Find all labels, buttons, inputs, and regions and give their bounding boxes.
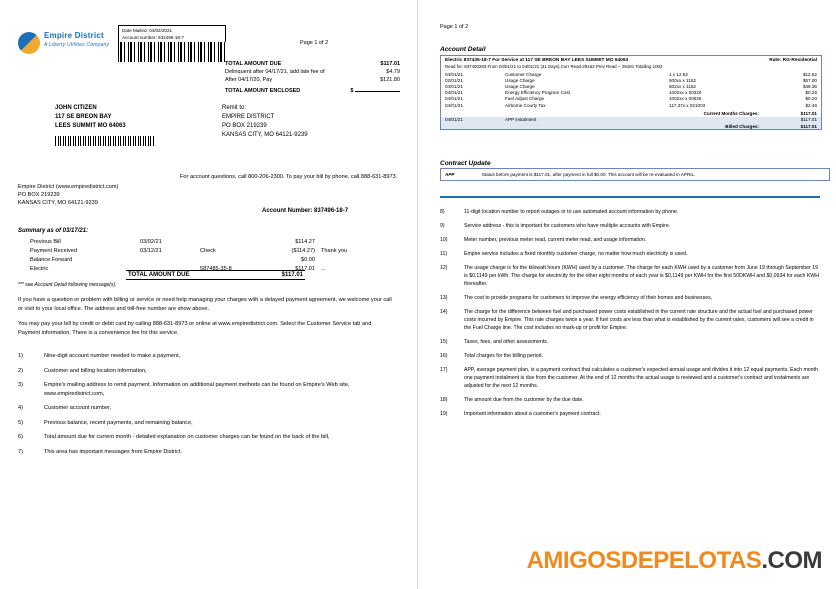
total-amount-due-row [126, 270, 305, 280]
charge-amount: $12.52 [802, 71, 817, 77]
list-item-text: Empire service includes a fixed monthly customer charge, no matter how much electricity is used. [464, 251, 688, 257]
charge-desc: Airborne Courty Tax [505, 102, 546, 108]
list-item [440, 208, 822, 216]
company-city-state-zip: KANSAS CITY, MO 64121-9239 [18, 200, 98, 206]
current-month-charges-label: Current Months Charges: [703, 111, 759, 117]
charge-date: 04/01/21 [445, 96, 463, 102]
contract-update-title: Contract Update [440, 160, 491, 167]
list-item-text: Important information about a customer's payment contract. [464, 411, 601, 417]
company-website-line: Empire District (www.empiredistrict.com) [18, 184, 119, 190]
table-row [30, 247, 390, 256]
summary-label: Previous Bill [30, 239, 61, 245]
watermark-part2: .COM [761, 547, 822, 574]
enclosed-currency: $ [350, 88, 354, 94]
list-item-text: This area has important messages from Empire District. [44, 448, 183, 455]
amount-due-block [225, 60, 400, 95]
list-item [440, 410, 822, 418]
company-name: Empire District [44, 31, 104, 40]
summary-note: ... [321, 266, 326, 272]
list-item-number: 15) [440, 339, 448, 345]
list-item-text: Total amount due for current month - detailed explanation on customer charges can be found on the back of the bill, [44, 434, 330, 440]
late-fee-label: Delinquent after 04/17/21, add late fee of [225, 69, 325, 75]
list-item-number: 16) [440, 353, 448, 359]
customer-address [55, 104, 126, 131]
remit-line1: EMPIRE DISTRICT [222, 114, 275, 120]
account-questions-text: For account questions, call 800-206-2300. To pay your bill by phone, call 888-631-8973. [180, 174, 398, 180]
list-item [440, 366, 822, 390]
total-amount-due-value: $117.01 [281, 272, 303, 278]
summary-amount: $117.01 [295, 266, 315, 272]
summary-amount: $0.00 [301, 257, 315, 263]
billed-charges-label: Billed Charges: [725, 123, 759, 129]
total-amount-due-label: TOTAL AMOUNT DUE [128, 272, 190, 278]
watermark [527, 547, 822, 575]
list-item-number: 19) [440, 411, 448, 417]
list-item-number: 14) [440, 309, 448, 315]
summary-label: Payment Received [30, 248, 77, 254]
charge-amount: $0.20 [805, 96, 817, 102]
customer-address-line2: LEES SUMMIT MO 64063 [55, 123, 126, 129]
barcode-address [55, 136, 155, 146]
billed-charges-row [441, 123, 821, 129]
watermark-part1: AMIGOSDEPELOTAS [526, 547, 762, 574]
charge-amount: $0.26 [805, 90, 817, 96]
total-due-value: $117.01 [380, 61, 400, 67]
charge-desc: Usage Charge [505, 77, 535, 83]
summary-label: Balance Forward [30, 257, 73, 263]
list-item-number: 6) [18, 434, 23, 440]
total-due-label: TOTAL AMOUNT DUE [225, 61, 282, 67]
list-item [18, 419, 398, 428]
late-fee-value: $4.79 [386, 69, 400, 75]
table-row [30, 256, 390, 265]
charge-desc: Fuel Adjust Charge [505, 96, 545, 102]
account-number-right [262, 208, 348, 214]
company-return-address [18, 183, 118, 207]
list-item [18, 381, 398, 398]
list-item-number: 4) [18, 405, 23, 411]
enclosed-label: TOTAL AMOUNT ENCLOSED [225, 88, 301, 94]
account-number-value: 932496-18-7 [158, 34, 185, 40]
list-item-text: The usage charge is for the kilowatt hours (KWH) used by a customer. The charge for each KWH used by a customer from June 19 through September 19 is $0,1149 per kWh. The charge for electricity for the other eight months of each year is $0,1149 per KWH for the first 50DKWH and $0,0934 for each KWH thereafter. [464, 265, 819, 287]
list-item-number: 13) [440, 295, 448, 301]
charge-date: 04/01/21 [445, 90, 463, 96]
summary-label: Electric [30, 266, 49, 272]
list-item [440, 308, 822, 332]
barcode-top [118, 42, 228, 62]
detail-meter-read-line: Read for: 837400283 From 03/01/21 to 04/01/21 (31 Days) Curr Read-29163 Prev Read -- 28181 Totalling 1002 [445, 64, 663, 69]
charge-amount: $48.36 [802, 83, 817, 89]
payment-paragraph: You may pay your bill by credit or debit card by calling 888-631-8973 or online at www.empiredistrict.com. Select the Customer Service tab and Payment information. There is a convenience fee for this service. [18, 321, 372, 336]
list-item-number: 1) [18, 353, 23, 359]
charge-calc: 500xx x 1152 [669, 77, 696, 83]
remit-line2: PO BOX 219239 [222, 123, 267, 129]
charge-date: 04/01/21 [445, 83, 463, 89]
date-mailed-label: Date Mailed: [122, 28, 148, 33]
customer-address-line1: 117 SE BREON BAY [55, 114, 112, 120]
list-item-text: Nine-digit account number needed to make a payment, [44, 353, 181, 359]
list-item-text: APP, average payment plan, is a payment contract that calculates a customer's expected annual usage and divides it into 12 equal payments. Each month one payment instalment is due from the customer. At the end of 12 months the actual usage is reviewed and a customer's contract and instalments are adjusted for the next 12 months. [464, 367, 818, 389]
after-date-value: $121.80 [380, 77, 400, 83]
list-item [440, 352, 822, 360]
summary-note: Thank you [321, 248, 348, 254]
summary-date: 03/12/21 [140, 248, 162, 254]
company-tagline: A Liberty Utilities Company [44, 42, 110, 48]
contract-update-box [440, 168, 830, 181]
charge-desc: Customer Charge [505, 71, 542, 77]
current-month-charges-value: $117.01 [800, 111, 817, 117]
list-item-text: Taxes, fees, and other assessments. [464, 339, 549, 345]
list-item [440, 396, 822, 404]
list-item-number: 18) [440, 397, 448, 403]
customer-name: JOHN CITIZEN [55, 105, 97, 111]
remit-label: Remit to: [222, 105, 247, 111]
list-item [440, 250, 822, 258]
account-detail-title: Account Detail [440, 46, 486, 53]
list-item-text: Customer and billing location information, [44, 367, 147, 374]
app-desc: APP instalment [505, 117, 537, 123]
summary-date [140, 256, 200, 265]
company-po-box: PO BOX 219239 [18, 192, 60, 198]
list-item-text: Empire's mailing address to remit payment. Information on additional payment methods can be found on Empire's Web site, www.empiredistrict.com, [44, 382, 350, 397]
list-item-number: 3) [18, 382, 23, 388]
enclosed-input-line[interactable] [355, 91, 400, 92]
list-item [18, 404, 398, 413]
list-item-text: The charge for the difference between fuel and purchased power costs established in the current rate structure and the actual fuel and purchased power costs incurred by Empire. This rate charges twice a year. If fuel costs are less than what is established by the current rates, customers will see a credit in the Fuel Charge line. The cost includes no mark-up or profit for Empire. [464, 309, 814, 331]
summary-method [200, 256, 260, 265]
list-item-text: Service address - this is important for customers who have multiple accounts with Empire. [464, 223, 671, 229]
list-item [440, 222, 822, 230]
list-item-number: 9) [440, 223, 445, 229]
summary-table [30, 238, 390, 274]
account-number-right-value: 837496-18-7 [314, 208, 349, 214]
billed-charges-value: $117.01 [800, 123, 817, 129]
app-amount: $117.01 [800, 117, 817, 123]
list-item [18, 352, 398, 361]
charge-date: 02/01/21 [445, 77, 463, 83]
list-item-number: 17) [440, 367, 448, 373]
account-detail-footnote: *** see Account Detail following message(s). [18, 282, 117, 288]
page-label-left: Page 1 of 2 [300, 40, 329, 46]
section-divider [440, 196, 820, 198]
list-item [440, 338, 822, 346]
charge-desc: Usage Charge [505, 83, 535, 89]
contract-app-label: APP [445, 172, 455, 177]
list-item-text: The amount due from the customer by the due date. [464, 397, 584, 403]
summary-note [315, 256, 381, 265]
contract-status-text: Status before payment is $117.01, after payment in full $0.00. This account will be re-evaluated in APRIL. [481, 172, 696, 177]
summary-date: 03/02/21 [140, 239, 162, 245]
list-item [440, 264, 822, 288]
right-page [418, 0, 836, 589]
summary-meter: 587485-35-8 [200, 266, 232, 272]
list-item-text: The cost to provide programs for customers to improve the energy efficiency of their homes and businesses, [464, 295, 713, 301]
list-item-number: 12) [440, 265, 448, 271]
list-item-number: 8) [440, 209, 445, 215]
summary-method [200, 238, 260, 247]
charge-calc: 1002xx x 00320 [669, 90, 702, 96]
table-row [30, 238, 390, 247]
remit-line3: KANSAS CITY, MO 64121-9239 [222, 132, 308, 138]
charge-amount: $2.46 [805, 102, 817, 108]
charge-calc: 1002xx x 00025 [669, 96, 702, 102]
charge-calc: 117.37x x 021003 [669, 102, 706, 108]
summary-note [315, 238, 381, 247]
list-item [18, 433, 398, 442]
list-item [440, 236, 822, 244]
charge-date: 04/01/21 [445, 71, 463, 77]
detail-header-left: Electric 837435-18-7 For Service at 117 SE BREON BAY LEES SUMMIT MO 64063 [445, 58, 629, 63]
charge-calc: 1 x 12.52 [669, 71, 688, 77]
help-paragraph: If you have a question or problem with billing or service or need help managing your charges with a delayed payment agreement, we welcome your call or visit to your local office. The address and toll-free number are show above. [18, 297, 392, 312]
app-date: 04/01/21 [445, 117, 463, 123]
list-item-number: 5) [18, 419, 23, 426]
remit-address [222, 104, 308, 140]
logo-mark-icon [18, 32, 40, 54]
list-item-text: 11-digit location number to report outages or to use automated account information by phone. [464, 209, 679, 215]
list-item-number: 10) [440, 237, 448, 243]
summary-title: Summary as of 03/17/21: [18, 228, 89, 234]
date-mailed-value: 04/02/2021 [149, 28, 173, 33]
summary-method: Check [200, 248, 216, 254]
account-number-right-label: Account Number: [262, 208, 313, 214]
list-item-text: Meter number, previous meter read, current meter read, and usage information. [464, 237, 647, 243]
list-item-number: 7) [18, 448, 23, 455]
page-label-right: Page 1 of 2 [440, 24, 469, 30]
charge-calc: 502xx x 1152 [669, 83, 696, 89]
account-detail-box [440, 55, 822, 130]
right-notes-list [440, 208, 822, 424]
charge-date: 04/01/21 [445, 102, 463, 108]
list-item [18, 448, 398, 457]
current-month-charges-row [441, 108, 821, 117]
list-item-text: Total charges for the billing period. [464, 353, 544, 359]
detail-header-rate: Rate: RG-Residential [769, 58, 817, 63]
list-item-number: 2) [18, 367, 23, 374]
left-page [0, 0, 417, 589]
list-item-number: 11) [440, 251, 448, 257]
charges-table [441, 71, 821, 129]
list-item [440, 294, 822, 302]
list-item [18, 367, 398, 376]
summary-amount: $114.27 [295, 239, 315, 245]
charge-desc: Energy Efficiency Program Cost [505, 90, 571, 96]
summary-amount: ($114.27) [291, 248, 315, 254]
charge-amount: $57.00 [802, 77, 817, 83]
list-item-text: Customer account number, [44, 405, 112, 411]
left-notes-list [18, 352, 398, 462]
account-number-label: Account number: [122, 34, 157, 40]
after-date-label: After 04/17/20, Pay [225, 77, 273, 83]
list-item-text: Previous balance, recent payments, and remaining balance, [44, 419, 193, 426]
